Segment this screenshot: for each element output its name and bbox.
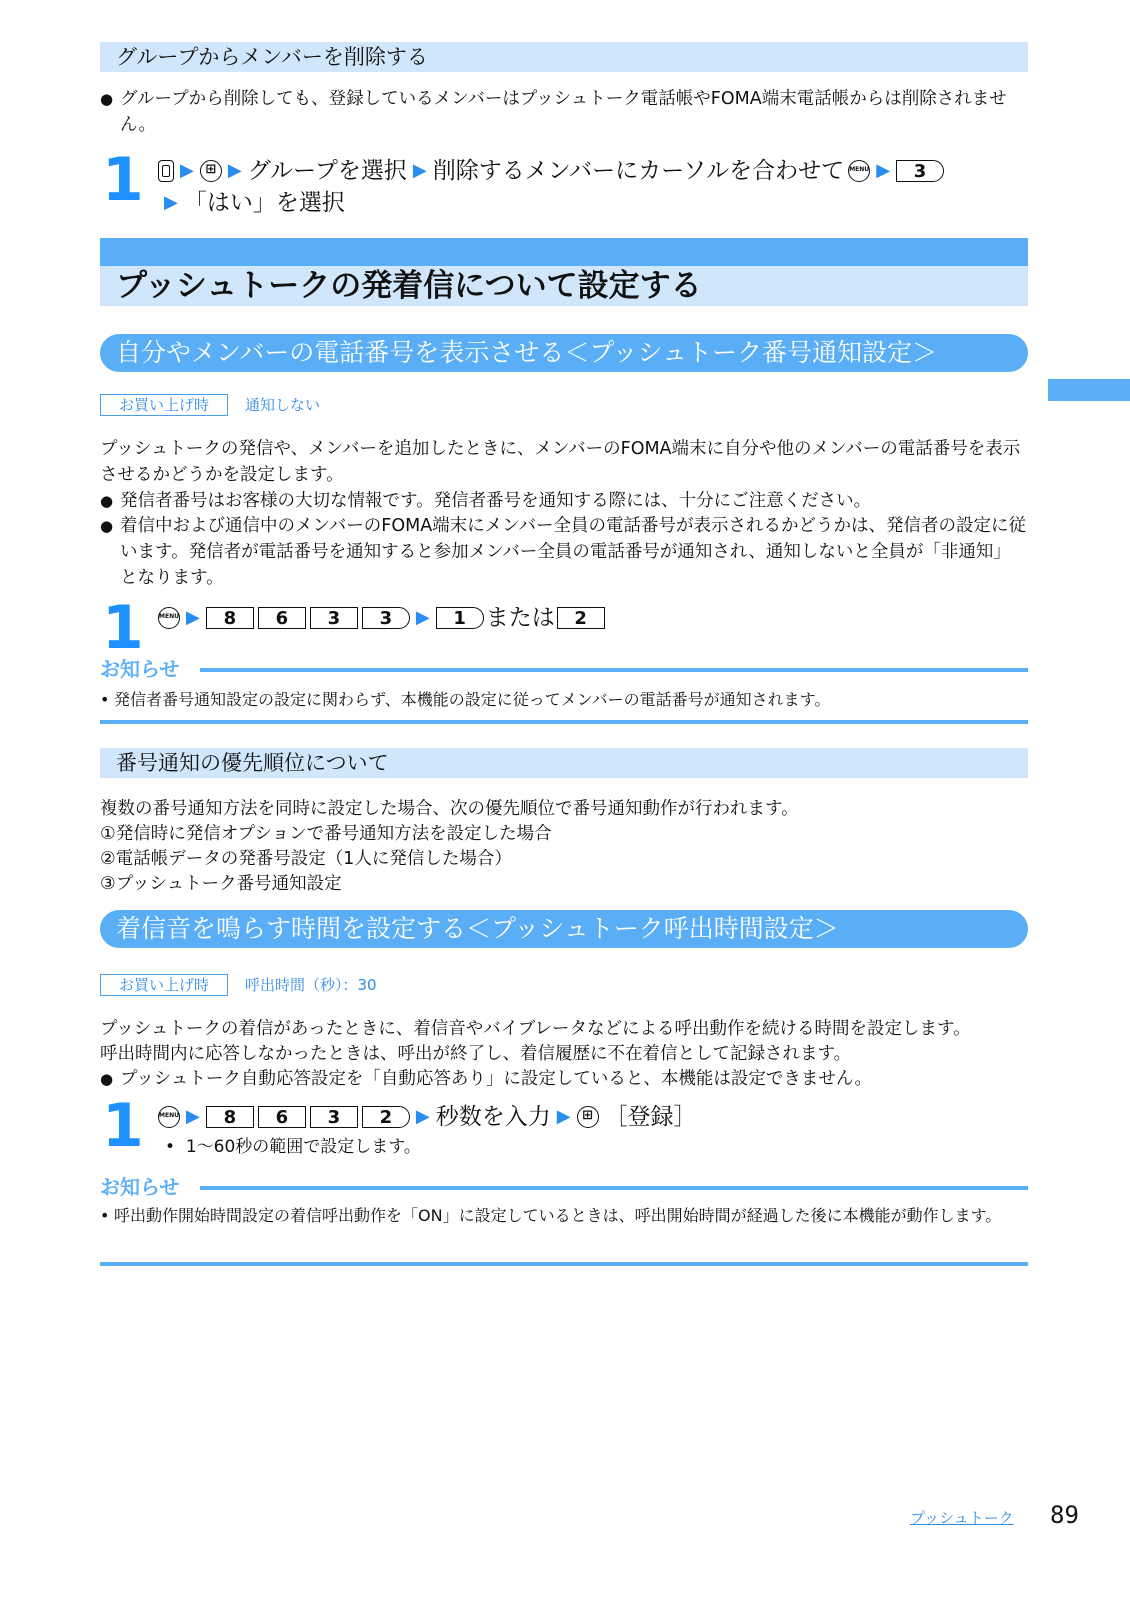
key-6: 6 [258,1106,306,1128]
key-2: 2 [557,607,605,629]
step-line-2 [158,186,345,220]
key-6: 6 [258,607,306,629]
arrow-icon: ▶ [556,1106,571,1127]
priority-item-2: ②電話帳データの発番号設定（1人に発信した場合） [100,849,512,869]
bullet-remove-note: ● グループから削除しても、登録しているメンバーはプッシュトーク電話帳やFOMA端末電話帳からは削除されません。 [100,86,1028,138]
book-icon: ⊞ [200,160,222,182]
heading-number-notify: 自分やメンバーの電話番号を表示させる＜プッシュトーク番号通知設定＞ [100,334,1028,372]
arrow-icon: ▶ [186,607,200,628]
step-line [158,601,605,635]
arrow-icon: ▶ [186,1106,200,1127]
step-number: 1 [102,145,144,215]
step-line [158,154,944,188]
or-text: または [485,605,555,631]
paragraph-1: プッシュトークの着信があったときに、着信音やバイブレータなどによる呼出動作を続ける時間を設定します。 [100,1019,971,1039]
notice-bottom-rule [100,1262,1028,1266]
menu-icon: MENU [158,1106,180,1128]
sub-text: 1～60秒の範囲で設定します。 [185,1137,421,1157]
paragraph-2: 呼出時間内に応答しなかったときは、呼出が終了し、着信履歴に不在着信として記録されます。 [100,1044,852,1064]
default-label: お買い上げ時 [100,394,228,416]
arrow-icon: ▶ [180,160,194,181]
key-2: 2 [362,1106,410,1128]
arrow-icon: ▶ [227,160,242,181]
arrow-icon: ▶ [415,1106,430,1127]
arrow-icon: ▶ [412,160,427,181]
key-8: 8 [206,1106,254,1128]
priority-item-1: ①発信時に発信オプションで番号通知方法を設定した場合 [100,824,552,844]
default-value: 呼出時間（秒）：30 [245,976,377,994]
default-value: 通知しない [245,396,321,414]
notice-text: • 発信者番号通知設定の設定に関わらず、本機能の設定に従ってメンバーの電話番号が通知されます。 [100,688,1028,712]
step-number: 1 [102,593,144,663]
key-3: 3 [310,1106,358,1128]
register-label: ［登録］ [604,1104,697,1130]
menu-icon: MENU [848,160,870,182]
section-title-remove-member: グループからメンバーを削除する [100,42,1028,72]
key-3: 3 [310,607,358,629]
step-sub [165,1134,421,1160]
notice-title: お知らせ [100,657,180,681]
chapter-title: プッシュトークの発着信について設定する [100,266,1028,306]
book-icon: ⊞ [577,1106,599,1128]
notice-rule [200,1186,1028,1190]
arrow-icon: ▶ [164,192,178,213]
bullet-2: ● 着信中および通信中のメンバーのFOMA端末にメンバー全員の電話番号が表示されるかどうかは、発信者の設定に従います。発信者が電話番号を通知すると参加メンバー全員の電話番号が通知され、通知しないと全員が「非通知」となります。 [100,513,1028,591]
default-label: お買い上げ時 [100,974,228,996]
priority-intro: 複数の番号通知方法を同時に設定した場合、次の優先順位で番号通知動作が行われます。 [100,799,799,819]
step-text-enter-seconds: 秒数を入力 [435,1104,551,1130]
key-3b: 3 [362,607,410,629]
notice-text: • 呼出動作開始時間設定の着信呼出動作を「ON」に設定しているときは、呼出開始時間が経過した後に本機能が動作します。 [100,1204,1028,1228]
arrow-icon: ▶ [876,160,891,181]
key-8: 8 [206,607,254,629]
step-text-select-group: グループを選択 [247,158,407,184]
step-text-yes: 「はい」を選択 [183,190,345,216]
heading-ring-time: 着信音を鳴らす時間を設定する＜プッシュトーク呼出時間設定＞ [100,910,1028,948]
push-talk-icon [158,160,174,182]
paragraph: プッシュトークの発信や、メンバーを追加したときに、メンバーのFOMA端末に自分や他のメンバーの電話番号を表示させるかどうかを設定します。 [100,439,1021,485]
side-tab-marker [1048,379,1130,401]
sub-bullet: • [165,1137,186,1157]
priority-item-3: ③プッシュトーク番号通知設定 [100,874,342,894]
menu-icon: MENU [158,607,180,629]
bullet: ● プッシュトーク自動応答設定を「自動応答あり」に設定していると、本機能は設定できません。 [100,1066,1028,1092]
section-title-priority: 番号通知の優先順位について [100,748,1028,778]
step-line [158,1100,697,1134]
notice-rule [200,668,1028,672]
footer-chapter-label: プッシュトーク [910,1509,1014,1527]
notice-bottom-rule [100,720,1028,724]
step-number: 1 [102,1091,144,1161]
page-number: 89 [1050,1501,1079,1529]
chapter-bar-top [100,238,1028,266]
step-text-cursor: 削除するメンバーにカーソルを合わせて [432,158,845,184]
key-1: 1 [436,607,484,629]
arrow-icon: ▶ [415,607,430,628]
bullet-1: ● 発信者番号はお客様の大切な情報です。発信者番号を通知する際には、十分にご注意ください。 [100,488,1028,514]
notice-title: お知らせ [100,1175,180,1199]
key-3: 3 [896,160,944,182]
